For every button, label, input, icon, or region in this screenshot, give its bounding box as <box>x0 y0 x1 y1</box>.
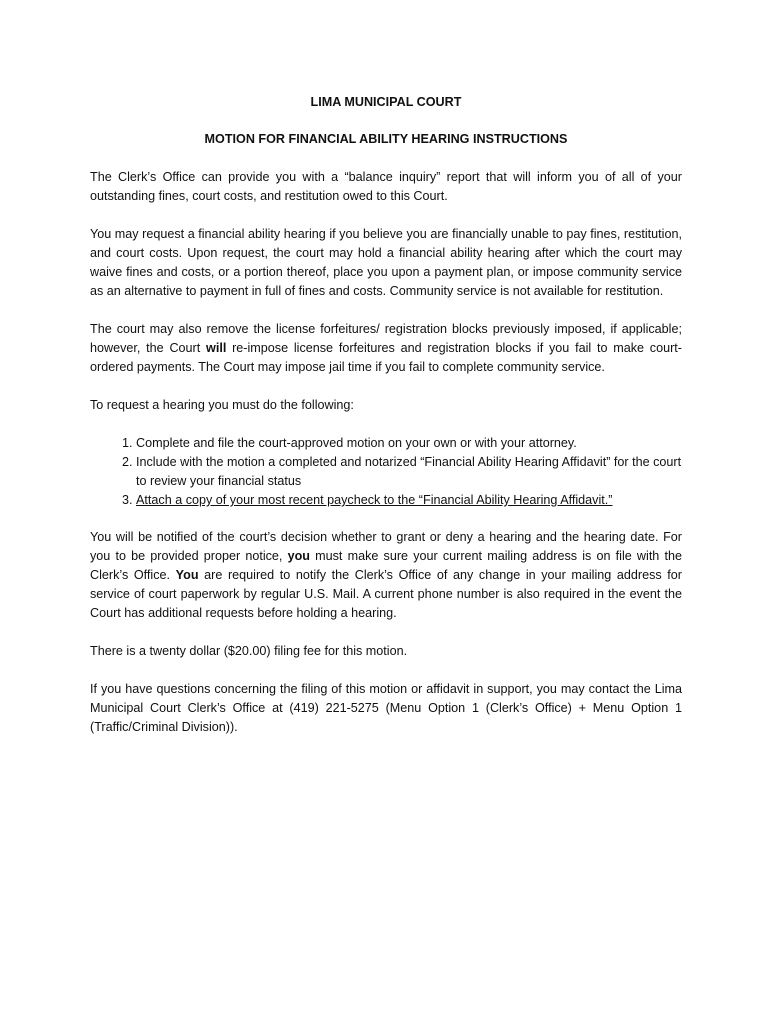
step-item-3 <box>136 491 682 510</box>
paragraph-notification <box>90 528 682 623</box>
paragraph-license-forfeitures <box>90 320 682 377</box>
document-title: MOTION FOR FINANCIAL ABILITY HEARING INSTRUCTIONS <box>204 132 568 146</box>
paragraph-filing-fee: There is a twenty dollar ($20.00) filing fee for this motion. <box>90 644 408 658</box>
document-page <box>90 93 682 756</box>
steps-list <box>90 434 682 510</box>
emphasis-will: will <box>206 341 227 355</box>
paragraph-notification-text-b: must make sure your current mailing address is on file with the Clerk’s Office. <box>90 549 682 582</box>
paragraph-contact-info: If you have questions concerning the filing of this motion or affidavit in support, you may contact the Lima Municipal Court Clerk’s Office at (419) 221-5275 (Menu Option 1 (Clerk’s Office) + Menu Option 1 (Traffic/Criminal Division)). <box>90 682 682 734</box>
step-item-2: 2. Include with the motion a completed and notarized “Financial Ability Hearing Affidavit” for the court to review your financial status <box>136 453 682 491</box>
paragraph-balance-inquiry: The Clerk’s Office can provide you with a “balance inquiry” report that will inform you of all of your outstanding fines, court costs, and restitution owed to this Court. <box>90 170 682 203</box>
emphasis-you-1: you <box>287 549 310 563</box>
paragraph-notification-text-a: You will be notified of the court’s decision whether to grant or deny a hearing and the hearing date. For you to be provided proper notice, <box>90 530 682 563</box>
paragraph-license-text-b: re-impose license forfeitures and registration blocks if you fail to make court-ordered payments. The Court may impose jail time if you fail to complete community service. <box>90 341 682 374</box>
paragraph-steps-intro: To request a hearing you must do the following: <box>90 398 354 412</box>
paragraph-license-text-a: The court may also remove the license forfeitures/ registration blocks previously imposed, if applicable; however, the Court <box>90 322 682 355</box>
step-item-1: 1. Complete and file the court-approved motion on your own or with your attorney. <box>136 434 682 453</box>
paragraph-notification-text-c: are required to notify the Clerk’s Office of any change in your mailing address for service of court paperwork by regular U.S. Mail. A current phone number is also required in the event the Court has additional requests before holding a hearing. <box>90 568 682 620</box>
paragraph-request-hearing: You may request a financial ability hearing if you believe you are financially unable to pay fines, restitution, and court costs. Upon request, the court may hold a financial ability hearing after which the court may waive fines and costs, or a portion thereof, place you upon a payment plan, or impose community service as an alternative to payment in full of fines and costs. Community service is not available for restitution. <box>90 227 682 298</box>
step-item-3-text: Attach a copy of your most recent paycheck to the “Financial Ability Hearing Affidavit.” <box>136 493 613 507</box>
court-name-heading: LIMA MUNICIPAL COURT <box>310 95 462 109</box>
emphasis-you-2: You <box>175 568 199 582</box>
